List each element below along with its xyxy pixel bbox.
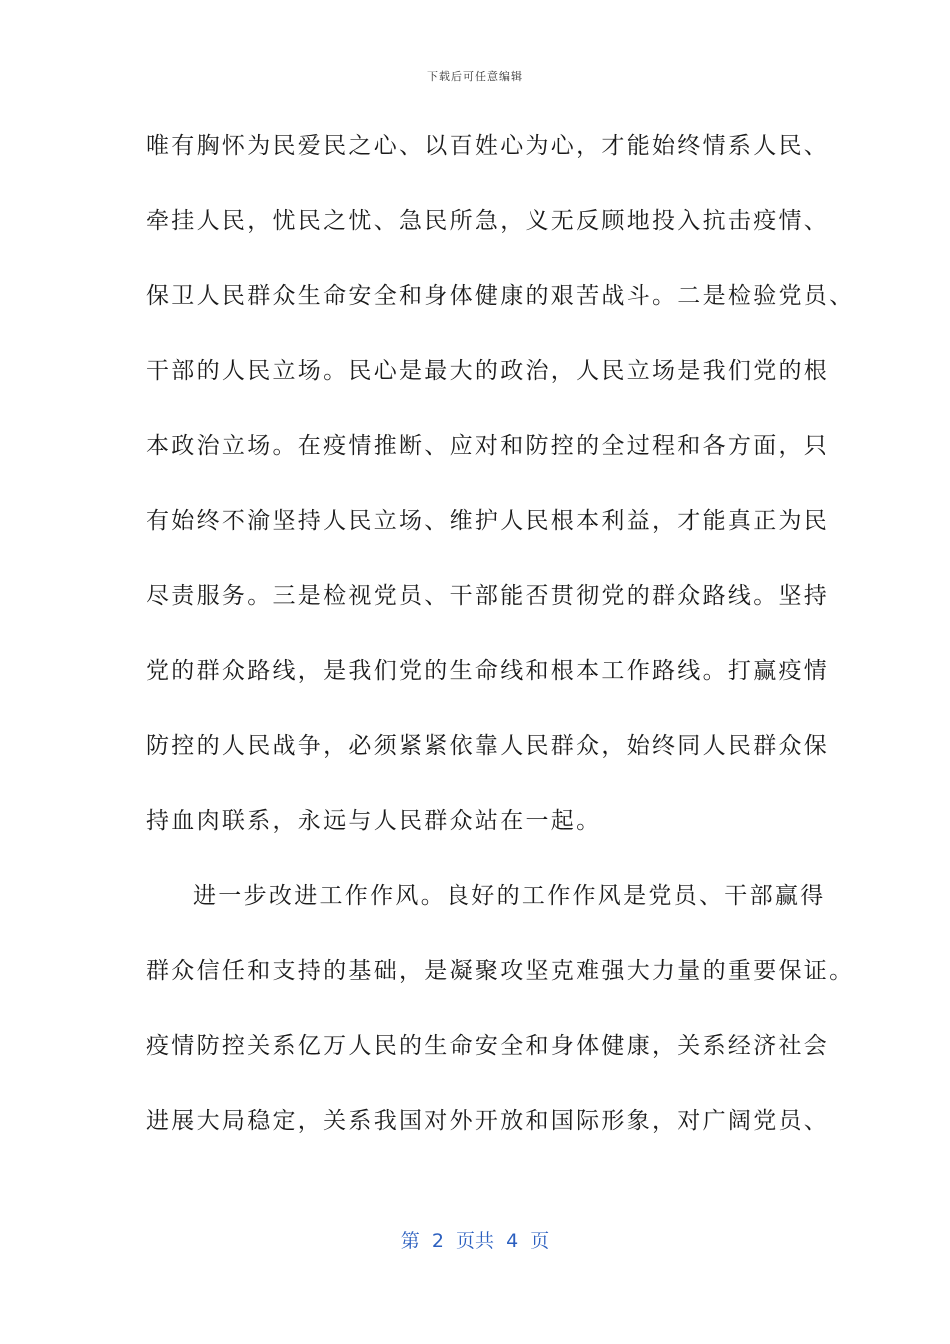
- text-line: 唯有胸怀为民爱民之心、以百姓心为心，才能始终情系人民、: [146, 133, 830, 159]
- text-line: 牵挂人民，忧民之忧、急民所急，义无反顾地投入抗击疫情、: [146, 208, 830, 234]
- download-note: 下载后可任意编辑: [427, 70, 523, 83]
- text-line: 保卫人民群众生命安全和身体健康的艰苦战斗。二是检验党员、: [146, 283, 855, 309]
- paragraph-start-line: 进一步改进工作作风。良好的工作作风是党员、干部赢得: [193, 883, 826, 909]
- text-line: 进展大局稳定，关系我国对外开放和国际形象，对广阔党员、: [146, 1108, 830, 1134]
- text-line: 群众信任和支持的基础，是凝聚攻坚克难强大力量的重要保证。: [146, 958, 855, 984]
- page-number: 第 2 页共 4 页: [400, 1230, 550, 1252]
- document-body: [146, 123, 855, 1173]
- text-line: 持血肉联系，永远与人民群众站在一起。: [146, 808, 602, 834]
- text-line: 干部的人民立场。民心是最大的政治，人民立场是我们党的根: [146, 358, 830, 384]
- text-line: 有始终不渝坚持人民立场、维护人民根本利益，才能真正为民: [146, 508, 830, 534]
- text-line: 尽责服务。三是检视党员、干部能否贯彻党的群众路线。坚持: [146, 583, 830, 609]
- text-line: 本政治立场。在疫情推断、应对和防控的全过程和各方面，只: [146, 433, 830, 459]
- text-line: 疫情防控关系亿万人民的生命安全和身体健康，关系经济社会: [146, 1033, 830, 1059]
- text-line: 防控的人民战争，必须紧紧依靠人民群众，始终同人民群众保: [146, 733, 830, 759]
- text-line: 党的群众路线，是我们党的生命线和根本工作路线。打赢疫情: [146, 658, 830, 684]
